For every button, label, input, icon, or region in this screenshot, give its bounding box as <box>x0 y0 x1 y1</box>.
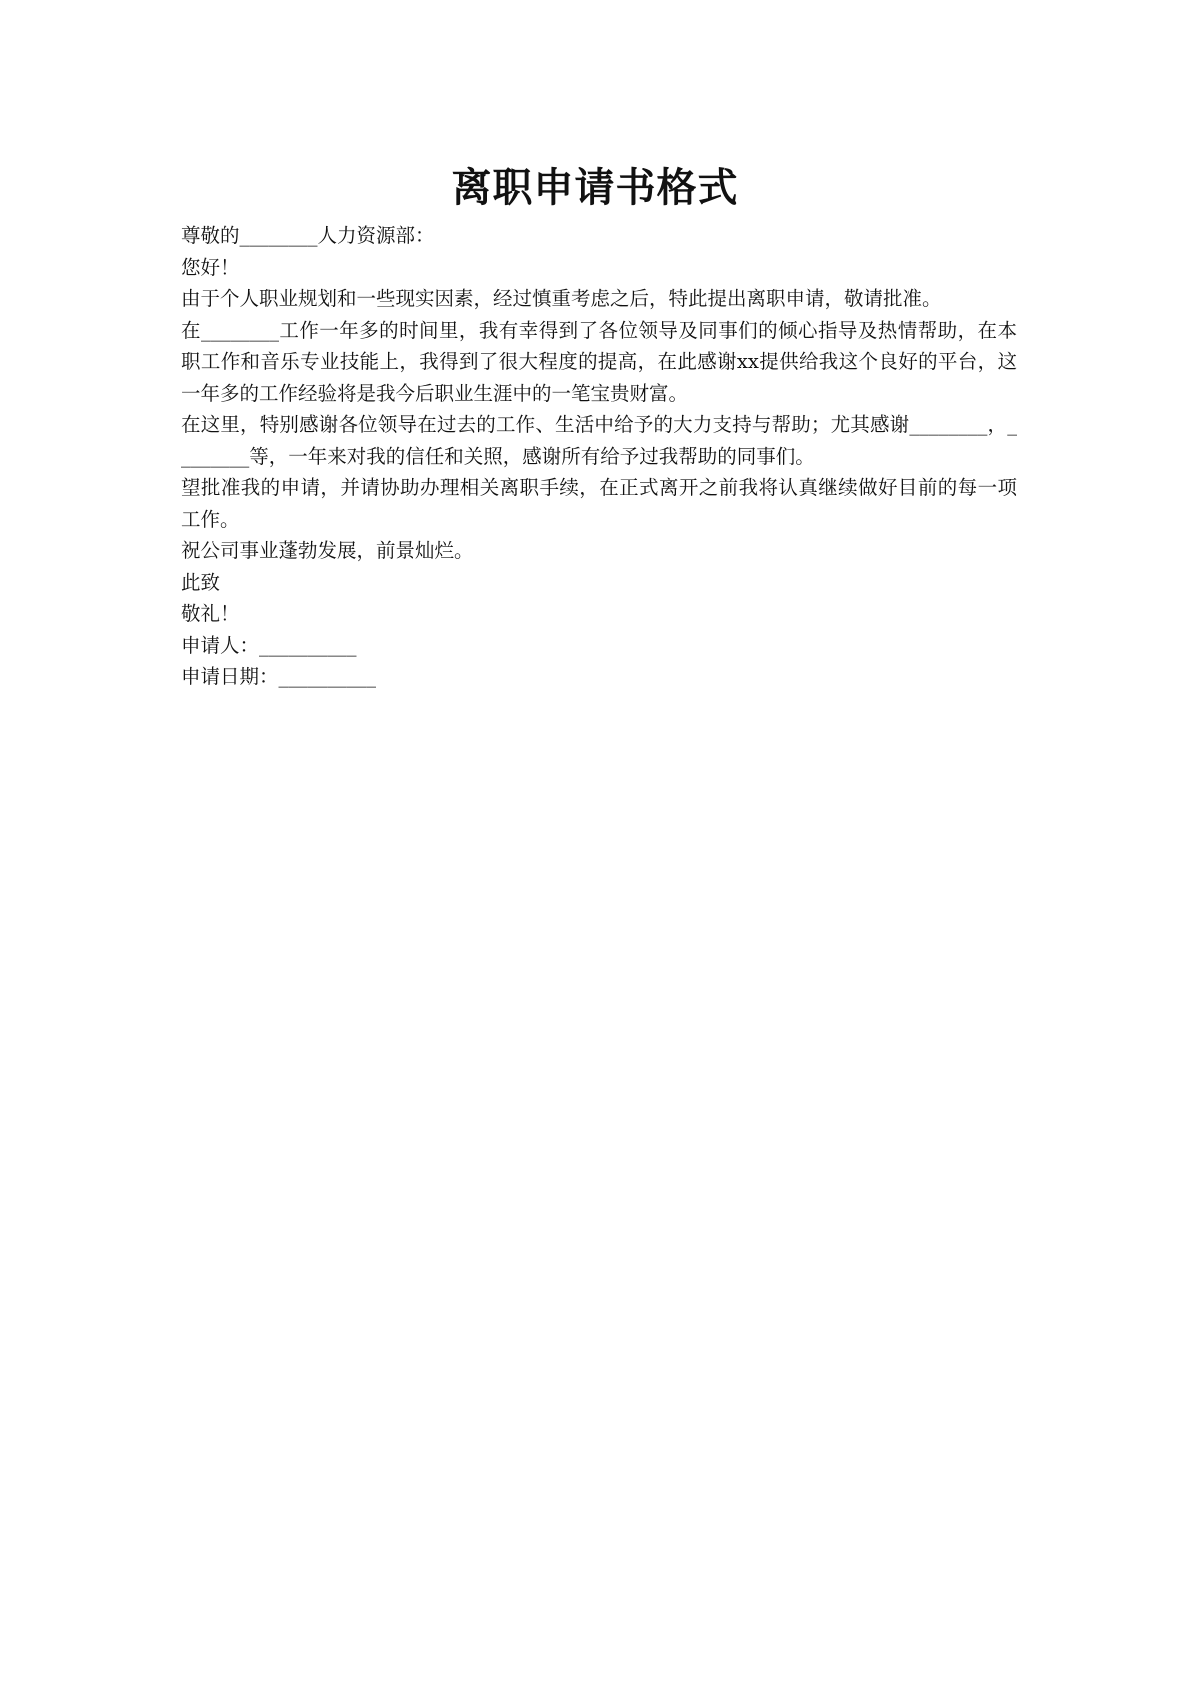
thanks-paragraph: 在这里，特别感谢各位领导在过去的工作、生活中给予的大力支持与帮助；尤其感谢________，________等，一年来对我的信任和关照，感谢所有给予过我帮助的同事们。 <box>181 413 1017 468</box>
document-body <box>181 220 1017 693</box>
reason-paragraph: 由于个人职业规划和一些现实因素，经过慎重考虑之后，特此提出离职申请，敬请批准。 <box>181 287 942 310</box>
document-title: 离职申请书格式 <box>451 164 739 211</box>
closing-line: 此致 <box>181 570 221 594</box>
experience-paragraph: 在________工作一年多的时间里，我有幸得到了各位领导及同事们的倾心指导及热情帮助，在本职工作和音乐专业技能上，我得到了很大程度的提高，在此感谢xx提供给我这个良好的平台，这一年多的工作经验将是我今后职业生涯中的一笔宝贵财富。 <box>181 318 1017 405</box>
regards-line: 敬礼！ <box>181 602 240 625</box>
application-date-line: 申请日期：__________ <box>181 665 377 688</box>
salutation: 尊敬的________人力资源部： <box>181 224 435 247</box>
greeting: 您好！ <box>181 255 240 279</box>
applicant-line: 申请人：__________ <box>181 633 357 657</box>
wishes-paragraph: 祝公司事业蓬勃发展，前景灿烂。 <box>181 539 474 562</box>
request-paragraph: 望批准我的申请，并请协助办理相关离职手续，在正式离开之前我将认真继续做好目前的每一项工作。 <box>181 476 1017 531</box>
